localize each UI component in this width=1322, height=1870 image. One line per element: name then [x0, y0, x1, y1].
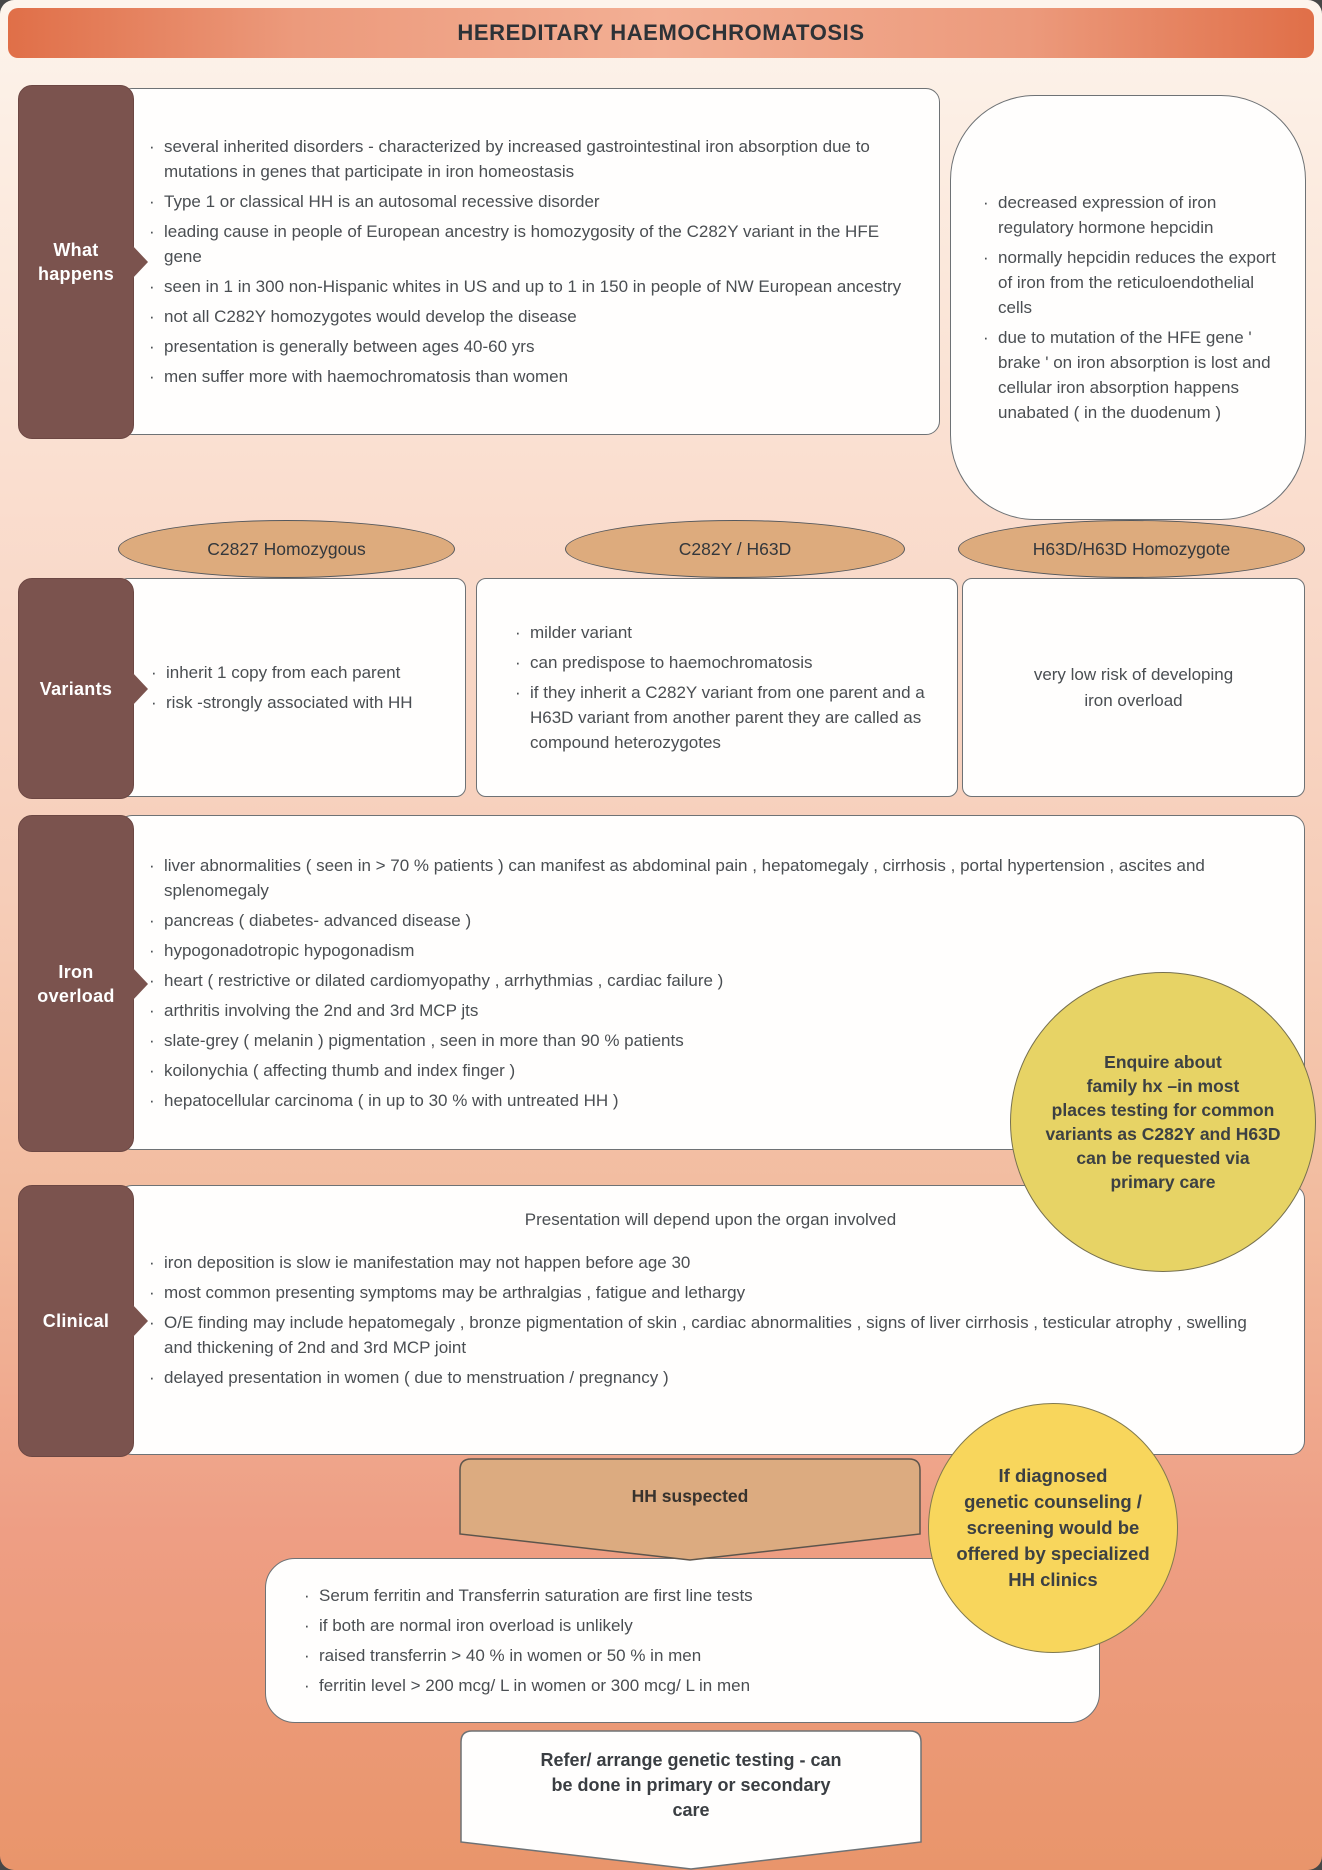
bullet-item: · if both are normal iron overload is unlikely [302, 1613, 1079, 1638]
section-label-iron-overload: Iron overload [18, 815, 134, 1152]
bullet-item: · Type 1 or classical HH is an autosomal recessive disorder [147, 189, 921, 214]
hepcidin-note-bubble [950, 95, 1306, 520]
bullet-item: · arthritis involving the 2nd and 3rd MCP jts [147, 998, 1274, 1023]
bullet-item: · risk -strongly associated with HH [149, 690, 451, 715]
variants-homozygous-bullets [149, 655, 451, 720]
clinical-heading: Presentation will depend upon the organ involved [524, 1210, 897, 1229]
bullet-item: · koilonychia ( affecting thumb and index finger ) [147, 1058, 1274, 1083]
bullet-item: · inherit 1 copy from each parent [149, 660, 451, 685]
bullet-item: · most common presenting symptoms may be arthralgias , fatigue and lethargy [147, 1280, 1274, 1305]
variants-compound-bullets [513, 615, 943, 760]
what-happens-box [118, 88, 940, 435]
section-label-variants: Variants [18, 578, 134, 799]
section-label-what-happens: What happens [18, 85, 134, 439]
page-title: HEREDITARY HAEMOCHROMATOSIS [457, 20, 865, 45]
badge-h63d-homozygote: H63D/H63D Homozygote [958, 520, 1305, 578]
badge-c282y-homozygous: C2827 Homozygous [118, 520, 455, 578]
hepcidin-note-bullets [981, 185, 1279, 430]
bullet-item: · presentation is generally between ages 40-60 yrs [147, 334, 921, 359]
bullet-item: · slate-grey ( melanin ) pigmentation , seen in more than 90 % patients [147, 1028, 1274, 1053]
diagnosed-counseling-note: If diagnosed genetic counseling / screening would be offered by specialized HH clinics [928, 1403, 1178, 1653]
refer-genetic-testing-label: Refer/ arrange genetic testing - can be done in primary or secondary care [540, 1750, 842, 1820]
bullet-item: · if they inherit a C282Y variant from one parent and a H63D variant from another parent they are called as compound heterozygotes [513, 680, 943, 755]
bullet-item: · normally hepcidin reduces the export of iron from the reticuloendothelial cells [981, 245, 1279, 320]
bullet-item: · raised transferrin > 40 % in women or 50 % in men [302, 1643, 1079, 1668]
refer-genetic-testing-box [460, 1730, 922, 1870]
what-happens-bullets [147, 129, 921, 394]
bullet-item: · hepatocellular carcinoma ( in up to 30 % with untreated HH ) [147, 1088, 1274, 1113]
title-bar [8, 8, 1314, 58]
section-label-clinical: Clinical [18, 1185, 134, 1457]
enquire-family-history-note: Enquire about family hx –in most places testing for common variants as C282Y and H63D can be requested via primary care [1010, 972, 1316, 1272]
bullet-item: · can predispose to haemochromatosis [513, 650, 943, 675]
bullet-item: · ferritin level > 200 mcg/ L in women or 300 mcg/ L in men [302, 1673, 1079, 1698]
bullet-item: · liver abnormalities ( seen in > 70 % patients ) can manifest as abdominal pain , hepatomegaly , cirrhosis , portal hypertension , ascites and splenomegaly [147, 853, 1274, 903]
bullet-item: · iron deposition is slow ie manifestation may not happen before age 30 [147, 1250, 1274, 1275]
bullet-item: · not all C282Y homozygotes would develop the disease [147, 304, 921, 329]
variants-homozygous-box [118, 578, 466, 797]
bullet-item: · decreased expression of iron regulatory hormone hepcidin [981, 190, 1279, 240]
bullet-item: · pancreas ( diabetes- advanced disease ) [147, 908, 1274, 933]
banner-chevron-shape [459, 1458, 921, 1562]
bullet-item: · due to mutation of the HFE gene ' brake ' on iron absorption is lost and cellular iron absorption happens unabated ( in the duodenum ) [981, 325, 1279, 425]
bullet-item: · heart ( restrictive or dilated cardiomyopathy , arrhythmias , cardiac failure ) [147, 968, 1274, 993]
badge-c282y-h63d: C282Y / H63D [565, 520, 905, 578]
bullet-item: · hypogonadotropic hypogonadism [147, 938, 1274, 963]
variants-h63d-box: very low risk of developing iron overload [962, 578, 1305, 797]
bullet-item: · seen in 1 in 300 non-Hispanic whites in US and up to 1 in 150 in people of NW European ancestry [147, 274, 921, 299]
variants-compound-box [476, 578, 958, 797]
bullet-item: · several inherited disorders - characterized by increased gastrointestinal iron absorption due to mutations in genes that participate in iron homeostasis [147, 134, 921, 184]
bullet-item: · leading cause in people of European ancestry is homozygosity of the C282Y variant in the HFE gene [147, 219, 921, 269]
bullet-item: · milder variant [513, 620, 943, 645]
clinical-bullets [147, 1250, 1274, 1390]
bullet-item: · delayed presentation in women ( due to menstruation / pregnancy ) [147, 1365, 1274, 1390]
bullet-item: · O/E finding may include hepatomegaly , bronze pigmentation of skin , cardiac abnormalities , signs of liver cirrhosis , testicular atrophy , swelling and thickening of 2nd and 3rd MCP joint [147, 1310, 1274, 1360]
hh-suspected-label: HH suspected [631, 1486, 749, 1506]
hh-suspected-banner [459, 1458, 921, 1562]
bullet-item: · Serum ferritin and Transferrin saturation are first line tests [302, 1583, 1079, 1608]
bullet-item: · men suffer more with haemochromatosis than women [147, 364, 921, 389]
